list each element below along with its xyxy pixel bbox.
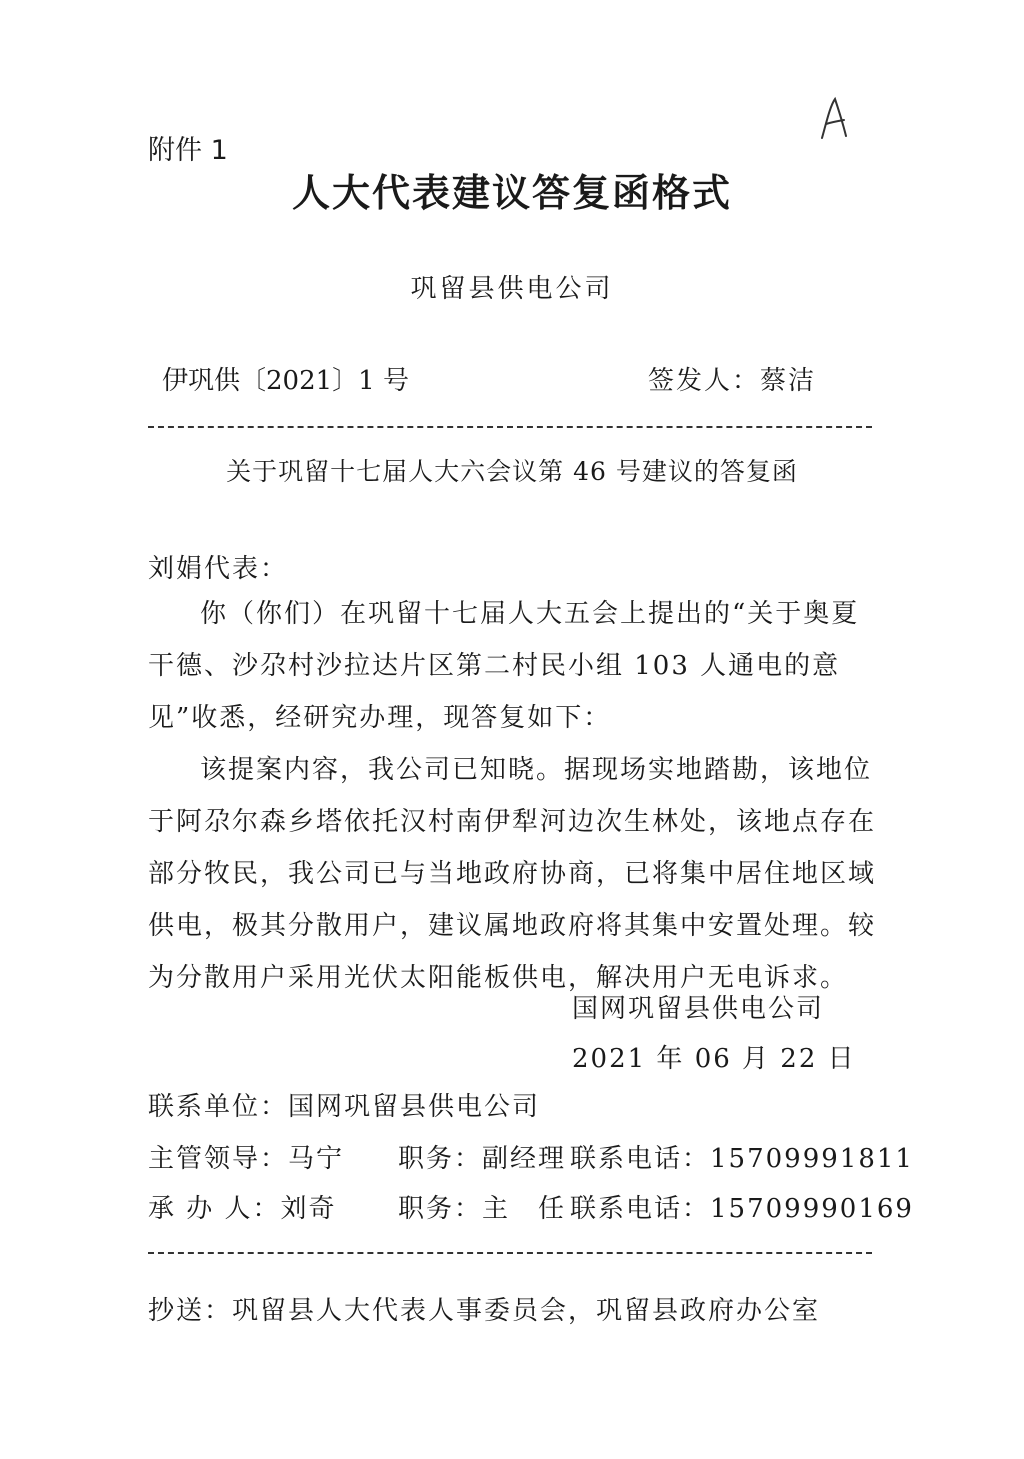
signature-date: 2021 年 06 月 22 日: [572, 1044, 856, 1074]
body-paragraph-1: 你（你们）在巩留十七届人大五会上提出的“关于奥夏干德、沙尕村沙拉达片区第二村民小组 103 人通电的意见”收悉，经研究办理，现答复如下：: [148, 599, 860, 733]
contact-handler: [148, 1188, 914, 1225]
divider-bottom: [148, 1252, 872, 1254]
leader-phone: 联系电话：15709991811: [570, 1144, 914, 1174]
handwritten-mark: [818, 96, 852, 140]
issuer: 签发人：蔡洁: [648, 366, 817, 396]
divider-top: [148, 426, 872, 428]
letter-subject: 关于巩留十七届人大六会议第 46 号建议的答复函: [226, 457, 798, 486]
body-paragraph-2: 该提案内容，我公司已知晓。据现场实地踏勘，该地位于阿尕尔森乡塔依托汉村南伊犁河边次生林处，该地点存在部分牧民，我公司已与当地政府协商，已将集中居住地区域供电，极其分散用户，建议属地政府将其集中安置处理。较为分散用户采用光伏太阳能板供电，解决用户无电诉求。: [148, 755, 877, 993]
document-title: 人大代表建议答复函格式: [291, 171, 732, 215]
contact-unit: 联系单位：国网巩留县供电公司: [148, 1092, 541, 1122]
signature-org: 国网巩留县供电公司: [572, 994, 825, 1024]
leader-position: 职务：副经理: [398, 1144, 567, 1174]
leader-name: 主管领导：马宁: [148, 1144, 345, 1174]
attachment-label: 附件 1: [148, 135, 228, 166]
handler-position: 职务：主 任: [398, 1194, 567, 1224]
cc-line: 抄送：巩留县人大代表人事委员会，巩留县政府办公室: [148, 1296, 821, 1326]
salutation: 刘娟代表：: [148, 554, 289, 584]
handler-phone: 联系电话：15709990169: [570, 1194, 914, 1224]
contact-leader: [148, 1138, 914, 1175]
handler-name: 承 办 人：刘奇: [148, 1194, 337, 1224]
document-number: 伊巩供〔2021〕1 号: [162, 366, 409, 396]
company-name: 巩留县供电公司: [410, 274, 614, 304]
